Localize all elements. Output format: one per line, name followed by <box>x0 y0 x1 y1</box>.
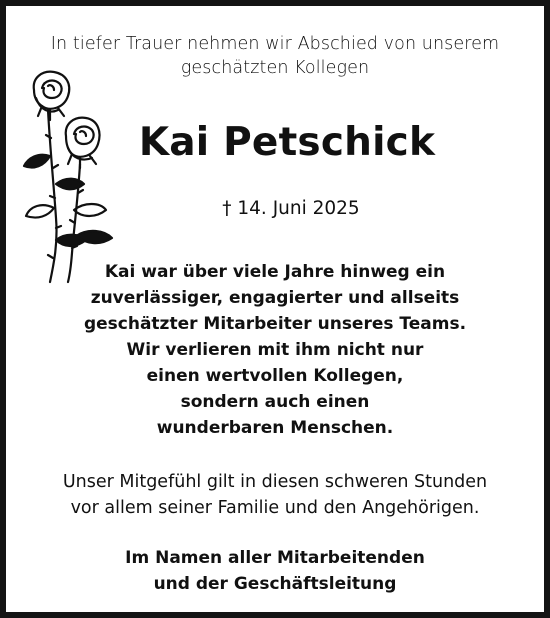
death-date: † 14. Juni 2025 <box>222 198 360 219</box>
tribute-line-3: geschätzter Mitarbeiter unseres Teams. <box>83 314 467 334</box>
intro-line-2: geschätzten Kollegen <box>180 58 370 78</box>
deceased-name: Kai Petschick <box>138 120 436 165</box>
intro-line-1: In tiefer Trauer nehmen wir Abschied von unserem <box>50 34 500 54</box>
tribute-line-7: wunderbaren Menschen. <box>156 418 394 438</box>
rose-icon <box>20 68 132 288</box>
tribute-line-6: sondern auch einen <box>180 392 370 412</box>
tribute-line-2: zuverlässiger, engagierter und allseits <box>90 288 460 308</box>
tribute-line-5: einen wertvollen Kollegen, <box>146 366 404 386</box>
condolence-line-2: vor allem seiner Familie und den Angehörigen. <box>70 498 480 518</box>
closing-line-1: Im Namen aller Mitarbeitenden <box>125 548 425 568</box>
tribute-line-1: Kai war über viele Jahre hinweg ein <box>104 262 446 282</box>
tribute-line-4: Wir verlieren mit ihm nicht nur <box>126 340 424 360</box>
condolence-line-1: Unser Mitgefühl gilt in diesen schweren Stunden <box>62 472 488 492</box>
closing-line-2: und der Geschäftsleitung <box>153 574 397 594</box>
